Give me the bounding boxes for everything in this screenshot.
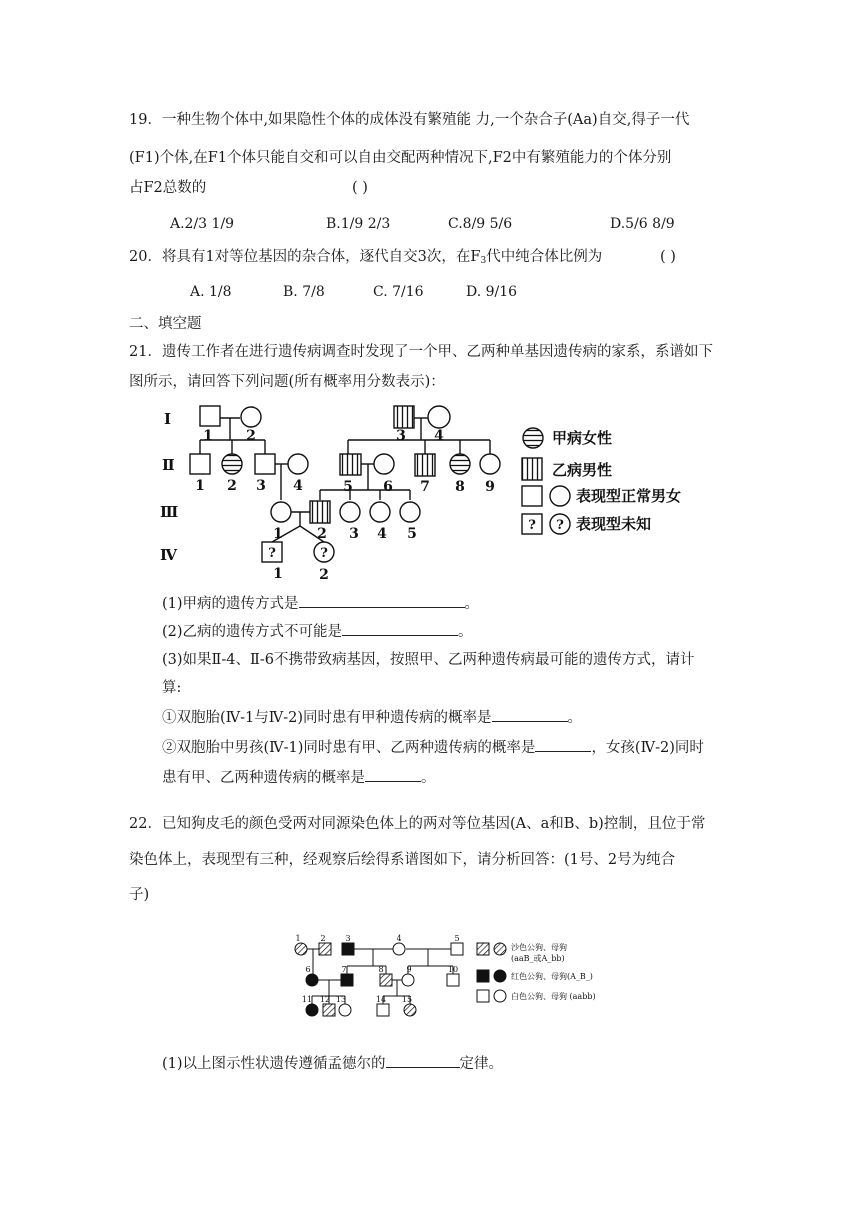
- q22-label-13: 13: [335, 995, 347, 1004]
- q21-i2-female: [241, 407, 261, 427]
- q21-calc2-blank-2[interactable]: [365, 767, 421, 782]
- q21-calc2-line-2: [162, 767, 436, 788]
- q22-label-6: 6: [305, 965, 311, 974]
- q21-g4-label-1: 1: [273, 566, 283, 582]
- q21-g2-label-5: 5: [343, 479, 353, 495]
- q19-option-d: D.5/6 8/9: [610, 216, 675, 232]
- q21-legend-2: 乙病男性: [552, 461, 613, 479]
- q22-label-14: 14: [375, 995, 387, 1004]
- q21-calc1: [162, 707, 582, 728]
- q22-line-1: 22．已知狗皮毛的颜色受两对同源染色体上的两对等位基因(A、a和B、b)控制，且位于常: [129, 816, 706, 832]
- q22-label-3: 3: [345, 934, 351, 943]
- q21-g2-label-2: 2: [227, 478, 237, 494]
- q22-label-8: 8: [378, 965, 384, 974]
- q21-gen-4: Ⅳ: [160, 546, 178, 564]
- q21-legend-3: 表现型正常男女: [576, 487, 682, 505]
- q21-calc1-text: ①双胞胎(Ⅳ-1与Ⅳ-2)同时患有甲种遗传病的概率是: [162, 710, 492, 726]
- q20-option-d: D. 9/16: [466, 284, 518, 300]
- q21-sub1: [162, 593, 479, 614]
- q21-iv1-unknown: ?: [268, 546, 276, 561]
- q20-subscript: 3: [480, 256, 487, 266]
- q21-g1-label-4: 4: [434, 428, 444, 444]
- q22-label-10: 10: [447, 965, 459, 974]
- q19-option-a: A.2/3 1/9: [170, 216, 235, 232]
- q21-g1-label-1: 1: [203, 428, 213, 444]
- q21-sub3-line-1: (3)如果Ⅱ-4、Ⅱ-6不携带致病基因，按照甲、乙两种遗传病最可能的遗传方式，请计: [162, 652, 695, 668]
- q22-line-2: 染色体上，表现型有三种，经观察后绘得系谱图如下，请分析回答：(1号、2号为纯合: [129, 852, 676, 868]
- q21-sub1-text: (1)甲病的遗传方式是: [162, 596, 299, 612]
- q21-calc2-line-1: [162, 737, 704, 758]
- q21-calc2-text: ②双胞胎中男孩(Ⅳ-1)同时患有甲、乙两种遗传病的概率是: [162, 740, 536, 756]
- q21-sub1-end: 。: [464, 596, 480, 612]
- q21-g2-label-4: 4: [293, 478, 303, 494]
- q19-option-c: C.8/9 5/6: [448, 216, 513, 232]
- q21-legend-unknown-circle: ?: [556, 518, 564, 533]
- q22-label-5: 5: [454, 934, 460, 943]
- q21-line-1: 21．遗传工作者在进行遗传病调查时发现了一个甲、乙两种单基因遗传病的家系，系谱如下: [129, 344, 713, 360]
- section-heading: 二、填空题: [129, 316, 202, 332]
- q19-answer-paren: ( ): [352, 180, 368, 196]
- q21-i1-male: [200, 406, 220, 426]
- q21-g3-label-5: 5: [407, 526, 417, 542]
- q22-legend-red: 红色公狗、母狗(A_B_): [511, 972, 593, 981]
- q20-option-b: B. 7/8: [283, 284, 325, 300]
- q19-line-1: 19．一种生物个体中,如果隐性个体的成体没有繁殖能 力,一个杂合子(Aa)自交,得子一代: [129, 112, 690, 128]
- q22-sub1-text: (1)以上图示性状遗传遵循孟德尔的: [162, 1056, 386, 1072]
- q21-sub2-text: (2)乙病的遗传方式不可能是: [162, 624, 343, 640]
- q21-sub2: [162, 621, 473, 642]
- q21-gen-3: Ⅲ: [160, 503, 179, 521]
- q21-gen-2: Ⅱ: [162, 456, 175, 474]
- q20-option-a: A. 1/8: [190, 284, 232, 300]
- q21-g3-label-1: 1: [273, 526, 283, 542]
- q22-label-7: 7: [341, 965, 347, 974]
- q21-iv2-unknown: ?: [320, 546, 328, 561]
- q22-label-1: 1: [295, 934, 301, 943]
- q21-g4-label-2: 2: [319, 567, 329, 583]
- q21-g2-label-9: 9: [485, 479, 495, 495]
- q21-calc1-end: 。: [567, 710, 583, 726]
- q22-sub1-end: 定律。: [459, 1056, 504, 1072]
- q22-pedigree-figure: [285, 932, 605, 1024]
- q21-gen-1: Ⅰ: [164, 410, 172, 428]
- q19-line-3: 占F2总数的: [129, 180, 207, 196]
- q21-g3-label-2: 2: [317, 526, 327, 542]
- q21-sub2-blank[interactable]: [342, 621, 458, 636]
- q19-line-2: (F1)个体,在F1个体只能自交和可以自由交配两种情况下,F2中有繁殖能力的个体分别: [129, 150, 672, 166]
- q21-i4-female: [428, 406, 450, 428]
- q21-calc2-line2-end: 。: [421, 770, 436, 786]
- q21-calc1-blank[interactable]: [492, 707, 568, 722]
- q21-sub1-blank[interactable]: [299, 593, 465, 608]
- q21-calc2-text-b: ，女孩(Ⅳ-2)同时: [591, 740, 704, 756]
- q21-g1-label-2: 2: [246, 428, 256, 444]
- q22-sub1: [162, 1053, 503, 1074]
- q21-g2-label-8: 8: [455, 479, 465, 495]
- q21-g2-label-1: 1: [195, 478, 205, 494]
- q22-sub1-blank[interactable]: [386, 1053, 460, 1068]
- q21-g3-label-4: 4: [377, 526, 387, 542]
- q21-legend-1: 甲病女性: [552, 429, 613, 447]
- q19-option-b: B.1/9 2/3: [326, 216, 391, 232]
- q21-calc2-blank-1[interactable]: [535, 737, 591, 752]
- q21-i3-male-b: [394, 406, 414, 428]
- q21-g3-label-3: 3: [349, 526, 359, 542]
- q22-legend-white: 白色公狗、母狗 (aabb): [511, 992, 596, 1001]
- q20-answer-paren: ( ): [660, 249, 676, 265]
- q22-label-11: 11: [301, 995, 313, 1004]
- q22-label-12: 12: [319, 995, 331, 1004]
- q20-text-a: 20．将具有1对等位基因的杂合体，逐代自交3次，在F: [129, 249, 481, 265]
- q21-g1-label-3: 3: [396, 428, 406, 444]
- q22-label-2: 2: [320, 934, 326, 943]
- q22-label-9: 9: [406, 965, 412, 974]
- q21-g2-label-6: 6: [383, 479, 393, 495]
- q21-line-2: 图所示，请回答下列问题(所有概率用分数表示)：: [129, 374, 445, 390]
- q21-calc2-line2-text: 患有甲、乙两种遗传病的概率是: [162, 770, 365, 786]
- q22-label-4: 4: [396, 934, 402, 943]
- q20-line-1: [129, 247, 602, 271]
- q21-g2-label-3: 3: [256, 478, 266, 494]
- q21-g2-label-7: 7: [420, 479, 430, 495]
- q22-label-15: 15: [401, 995, 413, 1004]
- q20-text-b: 代中纯合体比例为: [486, 249, 603, 265]
- q22-legend-sand: 沙色公狗、母狗: [511, 943, 567, 952]
- q22-legend-sand-genotype: (aaB_或A_bb): [511, 954, 565, 963]
- q21-legend-4: 表现型未知: [576, 515, 652, 533]
- q20-option-c: C. 7/16: [373, 284, 424, 300]
- q22-line-3: 子): [129, 887, 150, 903]
- q21-legend-unknown-square: ?: [528, 518, 536, 533]
- q21-pedigree-figure: [150, 398, 730, 584]
- q21-sub2-end: 。: [458, 624, 473, 640]
- q21-sub3-line-2: 算:: [162, 680, 182, 696]
